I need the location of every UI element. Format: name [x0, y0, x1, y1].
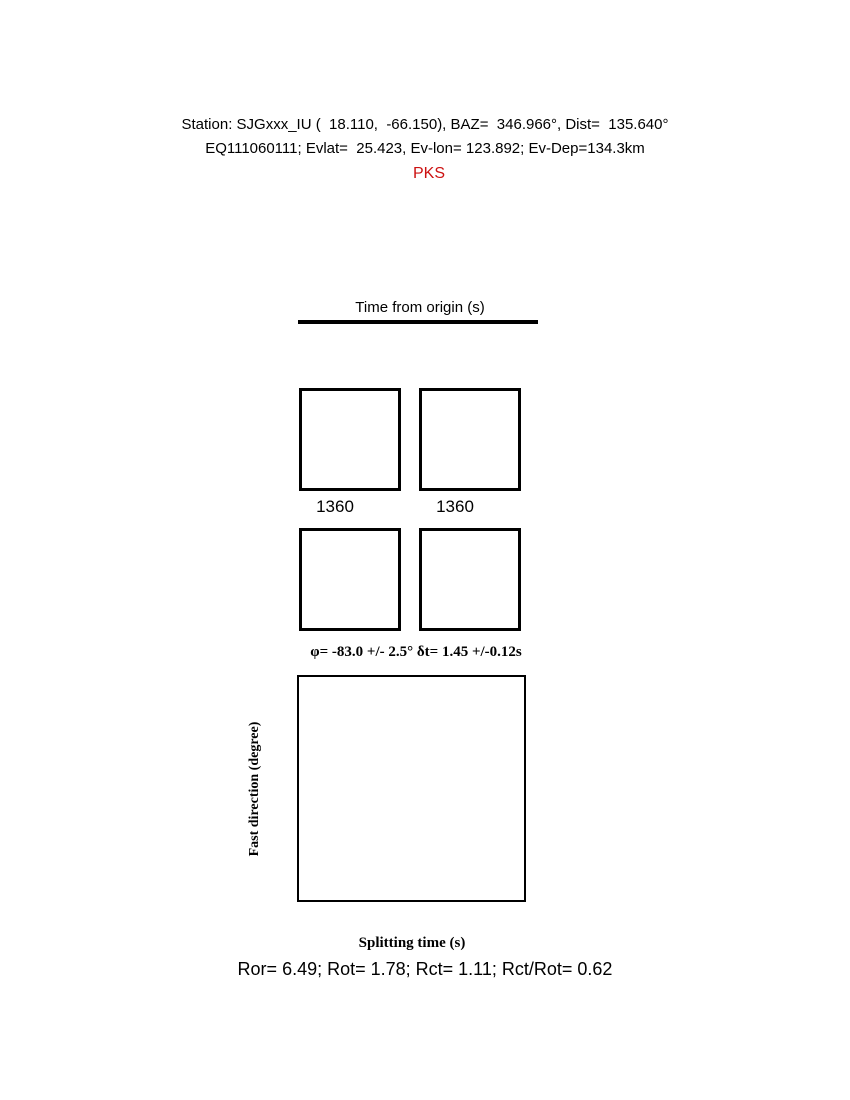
particle-motion-right [419, 528, 521, 631]
particle-motion-right-canvas [422, 531, 518, 628]
misfit-contour-canvas [297, 675, 526, 902]
station-title: Station: SJGxxx_IU ( 18.110, -66.150), BAZ= 346.966°, Dist= 135.640° [181, 116, 669, 133]
time-axis [298, 320, 538, 324]
waveform-traces-canvas [298, 163, 540, 313]
zoom-window-right-canvas [422, 391, 518, 488]
particle-motion-left [299, 528, 401, 631]
time-axis-label: Time from origin (s) [355, 299, 485, 316]
contour-ylabel: Fast direction (degree) [247, 721, 262, 857]
contour-xlabel: Splitting time (s) [358, 935, 466, 951]
zoom-left-tick-label: 1360 [316, 497, 354, 516]
particle-motion-left-canvas [302, 531, 398, 628]
phase-label: PKS [413, 165, 446, 182]
zoom-window-left-canvas [302, 391, 398, 488]
zoom-window-left [299, 388, 401, 491]
zoom-window-right [419, 388, 521, 491]
result-ratios: Ror= 6.49; Rot= 1.78; Rct= 1.11; Rct/Rot= 0.62 [237, 959, 613, 979]
event-title: EQ111060111; Evlat= 25.423, Ev-lon= 123.892; Ev-Dep=134.3km [205, 140, 645, 157]
zoom-right-tick-label: 1360 [436, 497, 474, 516]
contour-title: φ= -83.0 +/- 2.5° δt= 1.45 +/-0.12s [310, 644, 522, 660]
